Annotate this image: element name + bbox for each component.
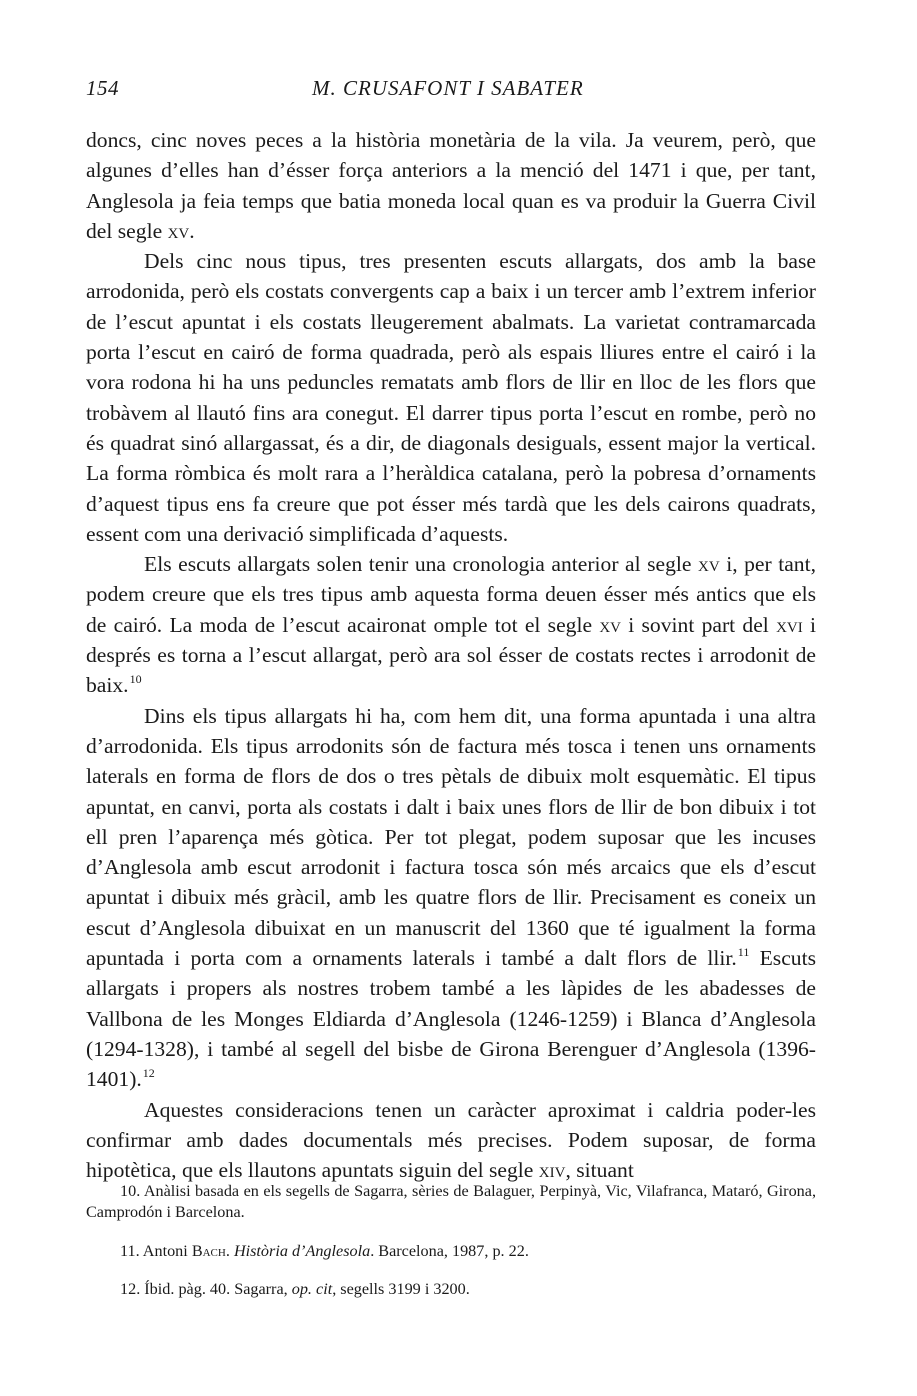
paragraph-4-text-b: Escuts allargats i propers als nostres trobem també a les làpides de les abadesses de Vallbona de les Monges Eldiarda d’Anglesola (1246-1259) i Blanca d’Anglesola (1294-1328), i també al segell del bisbe de Girona Berenguer d’Anglesola (1396-1401). — [86, 946, 816, 1092]
paragraph-5-text-a: Aquestes consideracions tenen un caràcter aproximat i caldria poder-les confirmar amb dades documentals més precises. Podem suposar, de forma hipotètica, que els llautons apuntats siguin del segle — [86, 1097, 816, 1183]
paragraph-2-text: Dels cinc nous tipus, tres presenten escuts allargats, dos amb la base arrodonida, però els costats convergents cap a baix i un tercer amb l’extrem inferior de l’escut apuntat i els costats lleugerement abalmats. La varietat contramarcada porta l’escut en cairó de forma quadrada, però als espais lliures entre el cairó i la vora rodona hi ha uns peduncles rematats amb flors de llir en lloc de les flors que trobàvem al llautó fins ara conegut. El darrer tipus porta l’escut en rombe, però no és quadrat sinó allargassat, és a dir, de diagonals desiguals, essent major la vertical. La forma ròmbica és molt rara a l’heràldica catalana, però la pobresa d’ornaments d’aquest tipus ens fa creure que pot ésser més tardà que les dels cairons quadrats, essent com una derivació simplificada d’aquests. — [86, 249, 816, 546]
paragraph-2 — [86, 246, 816, 549]
footnote-11-number: 11. Antoni — [120, 1242, 188, 1260]
century-numeral: xv — [599, 612, 621, 637]
century-numeral: xv — [698, 552, 720, 577]
footnote-ref-11[interactable]: 11 — [737, 945, 750, 960]
running-title: M. CRUSAFONT I SABATER — [312, 76, 584, 100]
century-numeral: xv — [167, 218, 190, 243]
footnote-11-publication: . Barcelona, 1987, p. 22. — [370, 1242, 529, 1260]
paragraph-1-end: . — [189, 218, 195, 243]
footnote-12-text-b: , segells 3199 i 3200. — [332, 1280, 470, 1298]
century-numeral: xvi — [776, 612, 803, 637]
paragraph-4-text-a: Dins els tipus allargats hi ha, com hem dit, una forma apuntada i una altra d’arrodonida. Els tipus arrodonits són de factura més tosca i tenen uns ornaments laterals en forma de flors de dos o tres pètals de dibuix molt esquemàtic. El tipus apuntat, en canvi, porta als costats i dalt i baix unes flors de llir de bon dibuix i tot ell pren l’aparença més gòtica. Per tot plegat, podem suposar que les incuses d’Anglesola amb escut arrodonit i factura tosca són més arcaics que els d’escut apuntat i dibuix més gràcil, amb les quatre flors de llir. Precisament es coneix un escut d’Anglesola dibuixat en un manuscrit del 1360 que té igualment la forma apuntada i porta com a ornaments laterals i també a dalt flors de llir. — [86, 703, 816, 971]
paragraph-3-text-b: i, per tant, podem creure que els tres tipus amb aquesta forma deuen ésser més antics que els de cairó. La moda de l’escut acaironat omple tot el segle — [86, 552, 816, 637]
body-text — [86, 125, 816, 1185]
footnote-12-cit: op. cit — [291, 1280, 333, 1298]
paragraph-3-text-d: i després es torna a l’escut allargat, però ara sol ésser de costats rectes i arrodonit de baix. — [86, 612, 816, 698]
footnote-11: 11. Antoni Bach. Història d’Anglesola. Barcelona, 1987, p. 22. — [120, 1242, 529, 1260]
footnote-11-author: Bach — [191, 1242, 226, 1260]
paragraph-3 — [86, 549, 816, 700]
footnote-10 — [86, 1181, 816, 1223]
paragraph-1 — [86, 125, 816, 246]
footnote-11-title: Història d’Anglesola — [233, 1242, 371, 1260]
footnote-12-text-a: 12. Íbid. pàg. 40. Sagarra, — [120, 1280, 288, 1298]
paragraph-4 — [86, 701, 816, 1095]
footnote-ref-12[interactable]: 12 — [142, 1066, 155, 1081]
footnote-ref-10[interactable]: 10 — [129, 672, 142, 687]
footnotes — [86, 1181, 816, 1317]
century-numeral: xiv — [538, 1158, 566, 1183]
footnote-12 — [86, 1279, 816, 1300]
paragraph-5 — [86, 1095, 816, 1186]
footnote-10-text: 10. Anàlisi basada en els segells de Sagarra, sèries de Balaguer, Perpinyà, Vic, Vilafranca, Mataró, Girona, Camprodón i Barcelona. — [86, 1182, 816, 1221]
paragraph-3-text-c: i sovint part del — [628, 612, 769, 637]
running-header — [86, 76, 816, 106]
page-number: 154 — [86, 76, 119, 100]
paragraph-3-text-a: Els escuts allargats solen tenir una cronologia anterior al segle — [144, 552, 692, 577]
paragraph-1-text: doncs, cinc noves peces a la història monetària de la vila. Ja veurem, però, que algunes d’elles han d’ésser força anteriors a la menció del 1471 i que, per tant, Anglesola ja feia temps que batia moneda local quan es va produir la Guerra Civil del segle — [86, 128, 816, 243]
paragraph-5-text-b: , situant — [565, 1158, 634, 1183]
